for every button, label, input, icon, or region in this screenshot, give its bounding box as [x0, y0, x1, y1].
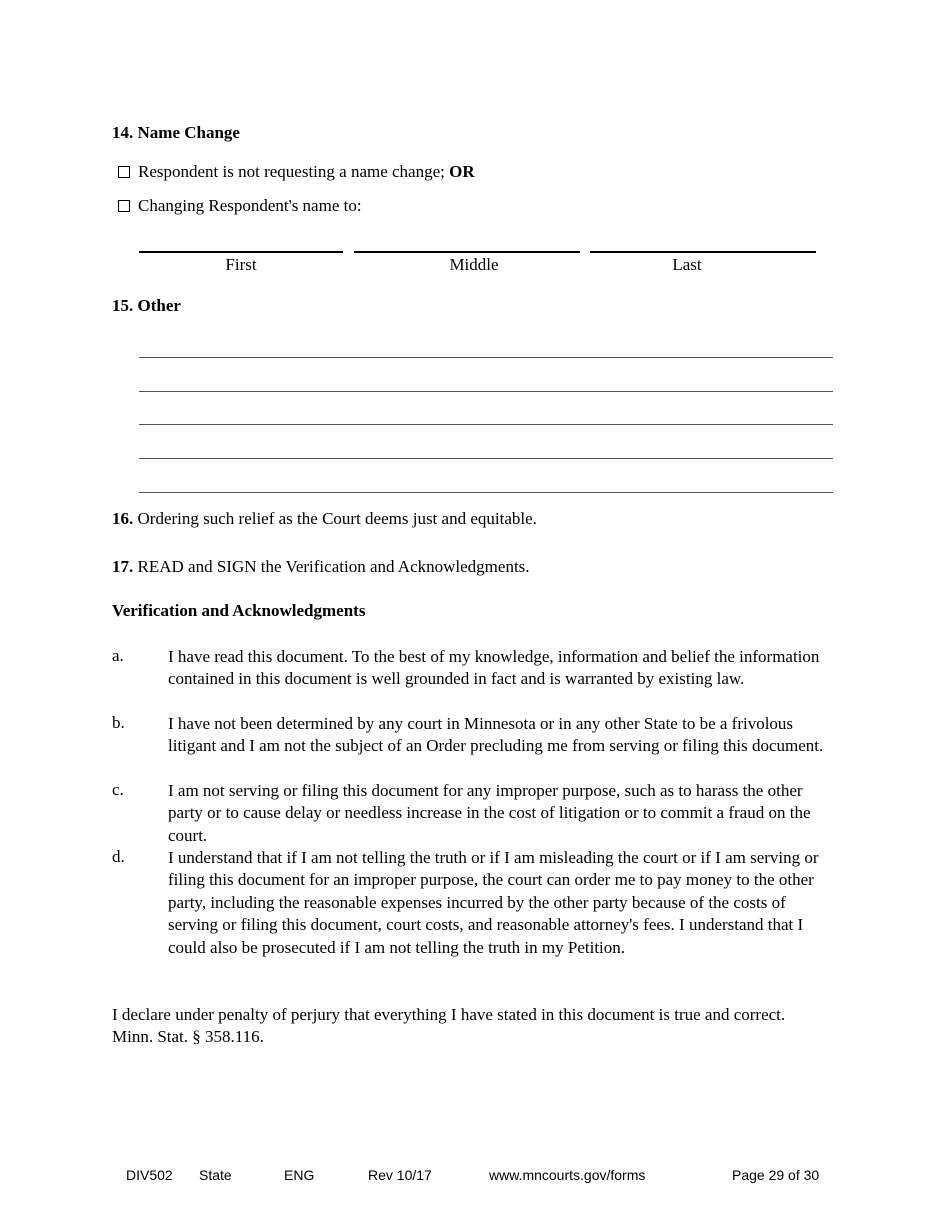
perjury-declaration: I declare under penalty of perjury that everything I have stated in this document is true and correct. Minn. Stat. § 358.116. [112, 1005, 786, 1047]
verification-item-letter: a. [112, 646, 124, 665]
other-line[interactable] [139, 458, 833, 459]
other-line[interactable] [139, 424, 833, 425]
footer-page-number: Page 29 of 30 [732, 1167, 820, 1183]
footer-language: ENG [284, 1167, 315, 1183]
change-name-label: Changing Respondent's name to: [138, 196, 362, 215]
verification-item-text: I have not been determined by any court in Minnesota or in any other State to be a frivolous litigant and I am not the subject of an Order precluding me from serving or filing this document. [168, 714, 824, 756]
last-name-label: Last [672, 255, 702, 274]
verification-item-letter: b. [112, 713, 125, 732]
change-name-checkbox[interactable] [118, 200, 130, 212]
section-16-number: 16. [112, 509, 134, 528]
footer-form-id: DIV502 [126, 1167, 173, 1183]
change-name-option[interactable] [118, 196, 362, 216]
section-14-title: 14. Name Change [112, 123, 240, 142]
section-17-number: 17. [112, 557, 134, 576]
section-17 [112, 557, 530, 577]
footer-state: State [199, 1167, 232, 1183]
middle-name-label: Middle [449, 255, 499, 274]
verification-title: Verification and Acknowledgments [112, 601, 366, 620]
section-17-text: READ and SIGN the Verification and Acknowledgments. [137, 557, 530, 576]
verification-item-text: I have read this document. To the best of my knowledge, information and belief the information contained in this document is well grounded in fact and is warranted by existing law. [168, 647, 820, 689]
verification-item-letter: c. [112, 780, 124, 799]
no-name-change-checkbox[interactable] [118, 166, 130, 178]
no-name-change-option[interactable] [118, 162, 475, 182]
section-15-title: 15. Other [112, 296, 181, 315]
other-line[interactable] [139, 391, 833, 392]
first-name-label: First [225, 255, 257, 274]
section-16 [112, 509, 537, 529]
verification-item-text: I am not serving or filing this document for any improper purpose, such as to harass the other party or to cause delay or needless increase in the cost of litigation or to commit a fraud on the court. [168, 781, 811, 845]
no-name-change-label: Respondent is not requesting a name change; OR [138, 162, 475, 181]
footer-revision: Rev 10/17 [368, 1167, 432, 1183]
other-line[interactable] [139, 357, 833, 358]
last-name-field[interactable] [590, 251, 816, 253]
footer-url[interactable]: www.mncourts.gov/forms [489, 1167, 646, 1183]
other-line[interactable] [139, 492, 833, 493]
verification-item-letter: d. [112, 847, 125, 866]
verification-item-text: I understand that if I am not telling the truth or if I am misleading the court or if I am serving or filing this document for an improper purpose, the court can order me to pay money to the other party, including the reasonable expenses incurred by the other party because of the costs of serving or filing this document, court costs, and reasonable attorney's fees. I understand that I could also be prosecuted if I am not telling the truth in my Petition. [168, 848, 819, 957]
first-name-field[interactable] [139, 251, 343, 253]
middle-name-field[interactable] [354, 251, 580, 253]
section-16-text: Ordering such relief as the Court deems just and equitable. [137, 509, 537, 528]
